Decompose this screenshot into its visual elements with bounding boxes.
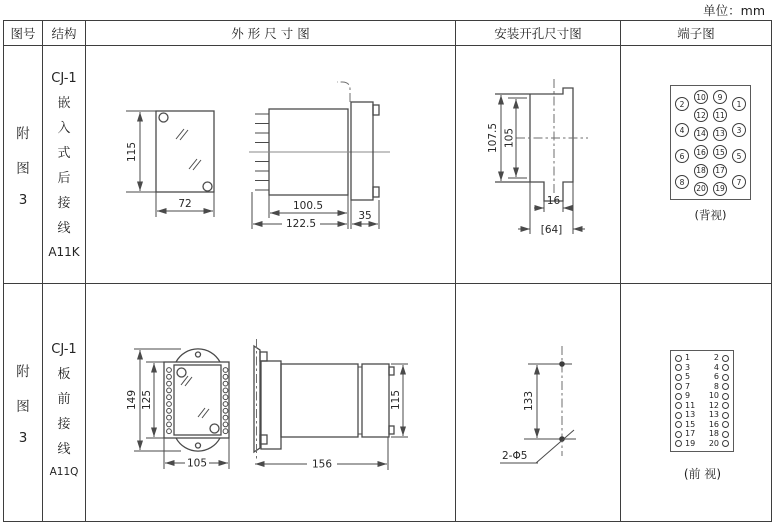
row2-figure-no-cell xyxy=(4,284,43,521)
dim-hole-spacing: 133 xyxy=(523,390,535,412)
row2-outline-drawing xyxy=(86,284,456,524)
terminal-diagram-front xyxy=(670,350,734,452)
terminal-pin-circle xyxy=(722,374,729,381)
row1-figure-no-cell xyxy=(4,46,43,284)
structure-model: A11K xyxy=(48,244,80,259)
terminal-pin: 17 xyxy=(713,164,727,178)
row2-figure-no xyxy=(4,284,42,521)
terminal-row xyxy=(675,354,696,362)
dim-total-length: 122.5 xyxy=(285,218,317,230)
terminal-row xyxy=(708,421,729,429)
terminal-pin-number: 16 xyxy=(708,419,719,429)
figure-char: 图 xyxy=(16,398,30,415)
terminal-strip-left xyxy=(167,368,172,434)
terminal-pin: 19 xyxy=(713,182,727,196)
terminal-pin: 2 xyxy=(675,97,689,111)
header-figure-no: 图号 xyxy=(4,21,43,46)
terminal-col-right xyxy=(708,354,729,448)
terminal-pin-circle xyxy=(722,421,729,428)
terminal-row xyxy=(675,392,696,400)
terminal-pin-number: 12 xyxy=(708,400,719,410)
terminal-pin-number: 5 xyxy=(685,372,691,382)
header-terminal: 端子图 xyxy=(621,21,771,46)
terminal-row xyxy=(708,411,729,419)
row1-outline-cell xyxy=(86,46,456,284)
structure-char: 板 xyxy=(57,366,71,382)
terminal-pin-circle xyxy=(722,402,729,409)
terminal-row xyxy=(675,411,696,419)
terminal-pin-number: 13 xyxy=(708,410,719,420)
structure-char: 式 xyxy=(57,145,71,161)
terminal-row xyxy=(675,430,696,438)
terminal-pin-circle xyxy=(675,355,682,362)
row2-terminal-cell xyxy=(621,284,771,521)
terminal-row xyxy=(708,402,729,410)
terminal-pin: 5 xyxy=(732,149,746,163)
terminal-pin-number: 18 xyxy=(708,429,719,439)
terminal-pin: 3 xyxy=(732,123,746,137)
terminal-pin-circle xyxy=(675,412,682,419)
terminal-pin-number: 8 xyxy=(713,381,719,391)
terminal-pin-number: 15 xyxy=(685,419,696,429)
figure-char: 附 xyxy=(16,363,30,380)
terminal-col-inner-right xyxy=(713,90,727,196)
terminal-row xyxy=(675,402,696,410)
dim-cut-height-inner: 105 xyxy=(503,127,516,149)
terminal-pin: 7 xyxy=(732,175,746,189)
dim-front-height-inner: 125 xyxy=(141,389,153,411)
terminal-pin-number: 17 xyxy=(685,429,696,439)
terminal-pin-number: 13 xyxy=(685,410,696,420)
terminal-pin-number: 1 xyxy=(685,353,691,362)
terminal-pin-number: 20 xyxy=(708,438,719,448)
terminal-pin-circle xyxy=(675,402,682,409)
terminal-row xyxy=(675,383,696,391)
structure-char: 嵌 xyxy=(57,95,71,111)
terminal-pin-circle xyxy=(722,412,729,419)
terminal-view-caption: (背视) xyxy=(694,208,727,222)
header-mounting-dims: 安装开孔尺寸图 xyxy=(456,21,621,46)
terminal-row xyxy=(708,440,729,448)
terminal-pin: 16 xyxy=(694,145,708,159)
terminal-pin: 12 xyxy=(694,108,708,122)
dim-cut-height-outer: 107.5 xyxy=(487,122,499,154)
terminal-pin-circle xyxy=(675,431,682,438)
terminal-diagram-rear xyxy=(670,85,751,200)
structure-char: 前 xyxy=(57,391,71,407)
structure-char: 接 xyxy=(57,416,71,432)
terminal-pin-circle xyxy=(722,364,729,371)
row2-outline-cell xyxy=(86,284,456,521)
structure-char: 线 xyxy=(57,220,71,236)
dim-front-height: 115 xyxy=(126,141,138,163)
terminal-row xyxy=(675,373,696,381)
terminal-pin: 18 xyxy=(694,164,708,178)
structure-char: 接 xyxy=(57,195,71,211)
terminal-pin-number: 10 xyxy=(708,391,719,401)
terminal-pin: 11 xyxy=(713,108,727,122)
terminal-row xyxy=(708,354,729,362)
dim-cut-tab: 16 xyxy=(546,195,561,207)
row1-outline-drawing xyxy=(86,46,456,284)
terminal-view-caption: (前 视) xyxy=(683,467,722,481)
terminal-pin-circle xyxy=(675,374,682,381)
terminal-row xyxy=(708,373,729,381)
terminal-col-outer-left xyxy=(675,97,689,189)
terminal-row xyxy=(675,440,696,448)
dim-front-height-outer: 149 xyxy=(126,389,138,411)
structure-char: 后 xyxy=(57,170,71,186)
dim-flange: 35 xyxy=(358,210,372,222)
terminal-pin-circle xyxy=(722,431,729,438)
dim-side-height: 115 xyxy=(390,389,402,411)
hole-diameter-label: 2-Φ5 xyxy=(502,450,528,462)
terminal-pin-number: 6 xyxy=(713,372,719,382)
terminal-col-inner-left xyxy=(694,90,708,196)
terminal-row xyxy=(708,383,729,391)
row2-mounting-cell xyxy=(456,284,621,521)
terminal-pin-number: 19 xyxy=(685,438,696,448)
dim-front-width: 72 xyxy=(178,198,192,210)
terminal-pin-circle xyxy=(722,393,729,400)
terminal-pin-number: 3 xyxy=(685,362,691,372)
terminal-pin-circle xyxy=(722,355,729,362)
structure-title: CJ-1 xyxy=(51,70,77,86)
figure-char: 附 xyxy=(16,125,30,142)
terminal-pin-circle xyxy=(675,440,682,447)
row1-structure-cell xyxy=(43,46,86,284)
dim-front-width: 105 xyxy=(186,457,208,470)
row2-structure xyxy=(43,284,85,521)
terminal-pin: 6 xyxy=(675,149,689,163)
row1-mounting-cell xyxy=(456,46,621,284)
dim-cut-width: [64] xyxy=(540,224,563,236)
structure-char: 线 xyxy=(57,441,71,457)
figure-char: 3 xyxy=(18,191,28,208)
unit-label: 单位：mm xyxy=(703,3,765,18)
terminal-pin: 4 xyxy=(675,123,689,137)
terminal-pin-number: 2 xyxy=(713,353,719,362)
terminal-col-outer-right xyxy=(732,97,746,189)
dim-body-length: 100.5 xyxy=(292,200,324,212)
terminal-pin: 13 xyxy=(713,127,727,141)
structure-char: 入 xyxy=(57,120,71,136)
row2-mounting-drawing xyxy=(456,284,621,524)
dim-side-length: 156 xyxy=(311,458,333,471)
structure-chars xyxy=(57,363,70,457)
figure-char: 3 xyxy=(18,429,28,446)
terminal-pin-number: 4 xyxy=(713,362,719,372)
terminal-pin-circle xyxy=(675,421,682,428)
terminal-pin: 9 xyxy=(713,90,727,104)
row1-terminal-cell xyxy=(621,46,771,284)
terminal-row xyxy=(675,421,696,429)
terminal-row xyxy=(675,364,696,372)
structure-chars xyxy=(57,92,70,236)
terminal-pin: 20 xyxy=(694,182,708,196)
terminal-pin-circle xyxy=(722,440,729,447)
terminal-pin: 1 xyxy=(732,97,746,111)
terminal-col-left xyxy=(675,354,696,448)
row1-figure-no xyxy=(4,46,42,283)
terminal-pin-number: 11 xyxy=(685,400,696,410)
terminal-pin: 8 xyxy=(675,175,689,189)
spec-table xyxy=(3,20,772,522)
terminal-pin-circle xyxy=(675,364,682,371)
header-outline-dims: 外 形 尺 寸 图 xyxy=(86,21,456,46)
terminal-pin-circle xyxy=(675,383,682,390)
terminal-pin-circle xyxy=(675,393,682,400)
terminal-pin: 10 xyxy=(694,90,708,104)
terminal-strip-right xyxy=(223,368,228,434)
structure-title: CJ-1 xyxy=(51,341,77,357)
terminal-pin-number: 7 xyxy=(685,381,691,391)
terminal-pin: 15 xyxy=(713,145,727,159)
terminal-pin: 14 xyxy=(694,127,708,141)
row2-structure-cell xyxy=(43,284,86,521)
terminal-row xyxy=(708,364,729,372)
row1-mounting-drawing xyxy=(456,46,621,284)
structure-model: A11Q xyxy=(49,465,79,478)
row1-structure xyxy=(43,46,85,283)
terminal-row xyxy=(708,430,729,438)
terminal-pin-circle xyxy=(722,383,729,390)
header-structure: 结构 xyxy=(43,21,86,46)
figure-char: 图 xyxy=(16,160,30,177)
terminal-pin-number: 9 xyxy=(685,391,691,401)
terminal-row xyxy=(708,392,729,400)
